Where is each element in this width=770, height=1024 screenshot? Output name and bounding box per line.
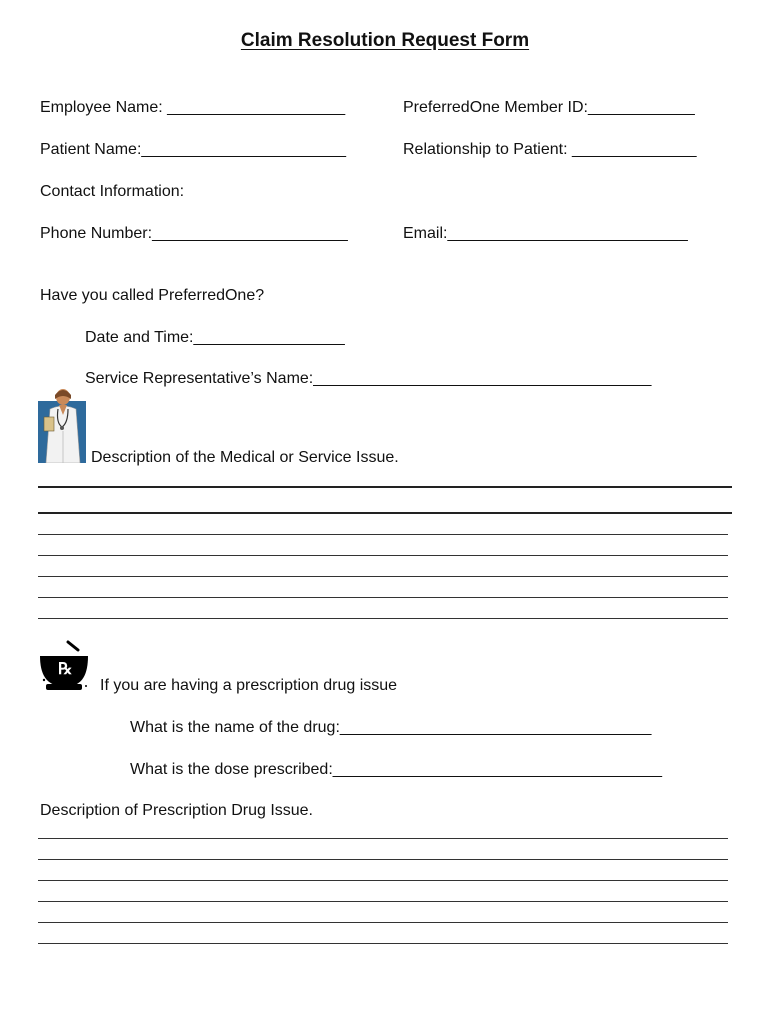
medical-issue-description-label: Description of the Medical or Service Issue. — [91, 449, 399, 466]
drug-name-field[interactable]: What is the name of the drug:___________________________________ — [130, 719, 652, 736]
medical-issue-line[interactable] — [38, 555, 728, 556]
doctor-icon — [38, 387, 86, 463]
prescription-issue-line[interactable] — [38, 880, 728, 881]
medical-issue-line[interactable] — [38, 597, 728, 598]
date-time-field[interactable]: Date and Time:_________________ — [85, 329, 345, 346]
svg-text:℞: ℞ — [58, 661, 73, 678]
service-rep-name-field[interactable]: Service Representative’s Name:______________________________________ — [85, 370, 652, 387]
called-preferredone-question: Have you called PreferredOne? — [40, 287, 265, 304]
medical-issue-line[interactable] — [38, 486, 732, 488]
prescription-issue-line[interactable] — [38, 838, 728, 839]
medical-issue-line[interactable] — [38, 576, 728, 577]
prescription-issue-line[interactable] — [38, 859, 728, 860]
member-id-field[interactable]: PreferredOne Member ID:____________ — [403, 99, 695, 116]
contact-information-label: Contact Information: — [40, 183, 185, 200]
medical-issue-line[interactable] — [38, 534, 728, 535]
page-title: Claim Resolution Request Form — [240, 30, 530, 51]
prescription-issue-line[interactable] — [38, 943, 728, 944]
patient-name-field[interactable]: Patient Name:_______________________ — [40, 141, 347, 158]
rx-mortar-pestle-icon — [38, 640, 92, 694]
relationship-field[interactable]: Relationship to Patient: ______________ — [403, 141, 697, 158]
employee-name-field[interactable]: Employee Name: ____________________ — [40, 99, 346, 116]
email-field[interactable]: Email:___________________________ — [403, 225, 688, 242]
medical-issue-line[interactable] — [38, 512, 732, 514]
prescription-issue-label: If you are having a prescription drug issue — [100, 677, 398, 694]
prescription-issue-description-label: Description of Prescription Drug Issue. — [40, 802, 313, 819]
dose-prescribed-field[interactable]: What is the dose prescribed:_____________________________________ — [130, 761, 663, 778]
prescription-issue-line[interactable] — [38, 922, 728, 923]
medical-issue-line[interactable] — [38, 618, 728, 619]
phone-number-field[interactable]: Phone Number:______________________ — [40, 225, 348, 242]
prescription-issue-line[interactable] — [38, 901, 728, 902]
